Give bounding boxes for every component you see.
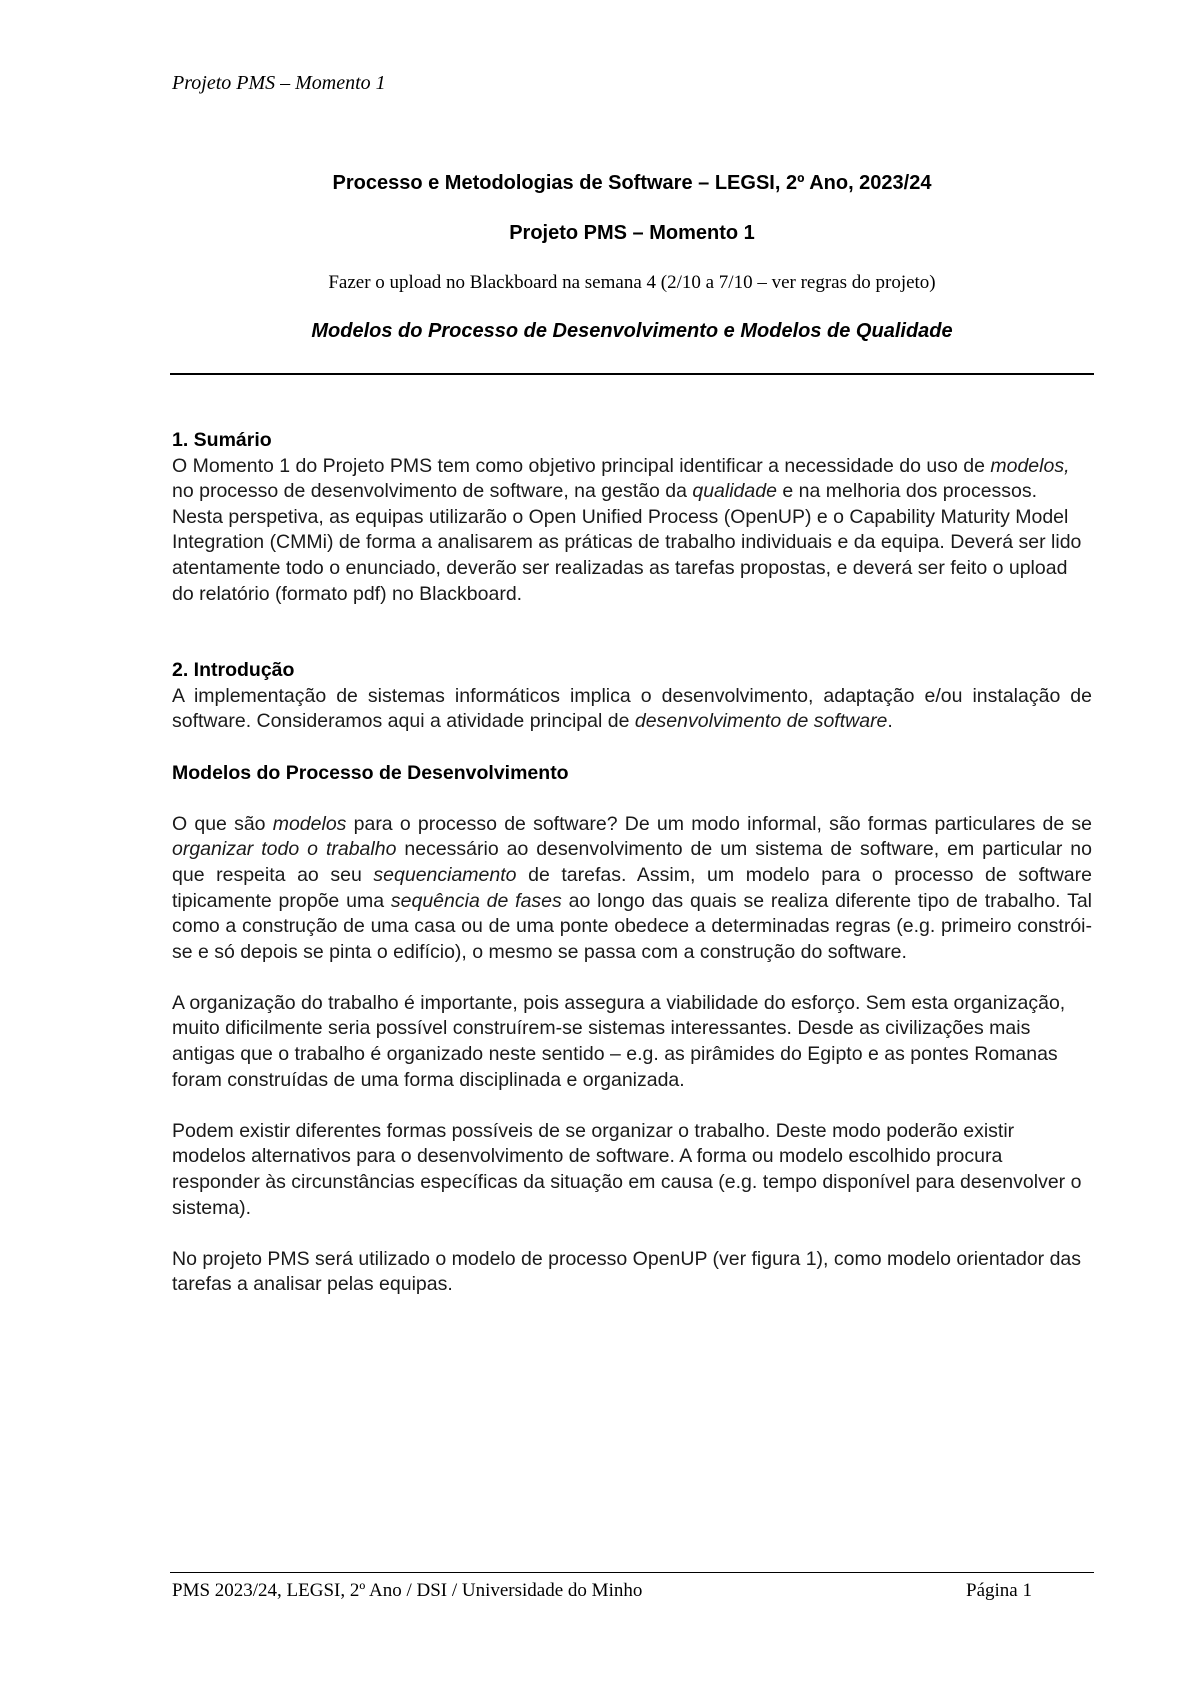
document-subtitle: Modelos do Processo de Desenvolvimento e Modelos de Qualidade [311,320,953,342]
modelos-paragraph [172,812,1092,966]
spacer [172,735,1092,761]
text-run: A implementação de sistemas informáticos implica o desenvolvimento, adaptação e/ou instalação de software. Consideramos aqui a atividade principal de [172,684,1092,733]
spacer [172,1093,1092,1119]
upload-note: Fazer o upload no Blackboard na semana 4 (2/10 a 7/10 – ver regras do projeto) [328,272,936,293]
spacer [172,607,1092,658]
text-run: necessário ao desenvolvimento de um sistema de software, em particular no que respeita ao seu [172,838,1092,886]
title-divider [170,373,1094,375]
formas-paragraph: Podem existir diferentes formas possíveis de se organizar o trabalho. Deste modo poderão existir modelos alternativos para o desenvolvimento de software. A forma ou modelo escolhido procura responder às circunstâncias específicas da situação em causa (e.g. tempo disponível para desenvolver o sistema). [172,1119,1082,1219]
text-run: para o processo de software? De um modo informal, são formas particulares de se [346,812,1092,835]
text-run: O que são [172,812,273,835]
organizacao-paragraph: A organização do trabalho é importante, pois assegura a viabilidade do esforço. Sem esta organização, muito dificilmente seria possível construírem-se sistemas interessantes. Desde as civilizações mais antigas que o trabalho é organizado neste sentido – e.g. as pirâmides do Egipto e as pontes Romanas foram construídas de uma forma disciplinada e organizada. [172,991,1066,1091]
running-header: Projeto PMS – Momento 1 [172,72,386,94]
text-run: ao longo das quais se realiza diferente tipo de trabalho. Tal como a construção de uma casa ou de uma ponte obedece a determinadas regras (e.g. primeiro constrói-se e só depois se pinta o edifício), o mesmo se passa com a construção do software. [172,889,1092,963]
emphasis-run: desenvolvimento de software [634,710,888,733]
text-run: O Momento 1 do Projeto PMS tem como objetivo principal identificar a necessidade do uso de [172,454,991,477]
spacer [172,1221,1092,1247]
emphasis-run: sequência de fases [390,889,562,912]
openup-paragraph: No projeto PMS será utilizado o modelo de processo OpenUP (ver figura 1), como modelo orientador das tarefas a analisar pelas equipas. [172,1247,1082,1296]
section-heading-introducao: 2. Introdução [172,659,295,682]
emphasis-run: sequenciamento [373,863,517,886]
emphasis-run: modelos, [990,454,1070,477]
emphasis-run: modelos [272,812,347,835]
sumario-paragraph [172,454,1092,608]
footer-divider [170,1572,1094,1573]
section-heading-sumario: 1. Sumário [172,429,272,451]
project-title: Projeto PMS – Momento 1 [509,222,755,244]
text-run: no processo de desenvolvimento de software, na gestão da [172,480,693,503]
course-title: Processo e Metodologias de Software – LEGSI, 2º Ano, 2023/24 [332,172,932,194]
page-number: Página 1 [966,1580,1032,1601]
introducao-paragraph [172,684,1092,735]
document-body [172,428,1092,1298]
text-run: de tarefas. Assim, um modelo para o processo de software tipicamente propõe uma [172,863,1092,912]
text-run: e na melhoria dos processos. Nesta perspetiva, as equipas utilizarão o Open Unified Process (OpenUP) e o Capability Maturity Model Integration (CMMi) de forma a analisarem as práticas de trabalho individuais e da equipa. Deverá ser lido atentamente todo o enunciado, deverão ser realizadas as tarefas propostas, e deverá ser feito o upload do relatório (formato pdf) no Blackboard. [172,480,1082,605]
emphasis-run: organizar todo o trabalho [172,838,397,861]
spacer [172,786,1092,812]
text-run: . [887,710,893,733]
footer-course-info: PMS 2023/24, LEGSI, 2º Ano / DSI / Universidade do Minho [172,1580,643,1601]
emphasis-run: qualidade [692,480,777,503]
subsection-heading-modelos: Modelos do Processo de Desenvolvimento [172,761,569,784]
spacer [172,965,1092,991]
